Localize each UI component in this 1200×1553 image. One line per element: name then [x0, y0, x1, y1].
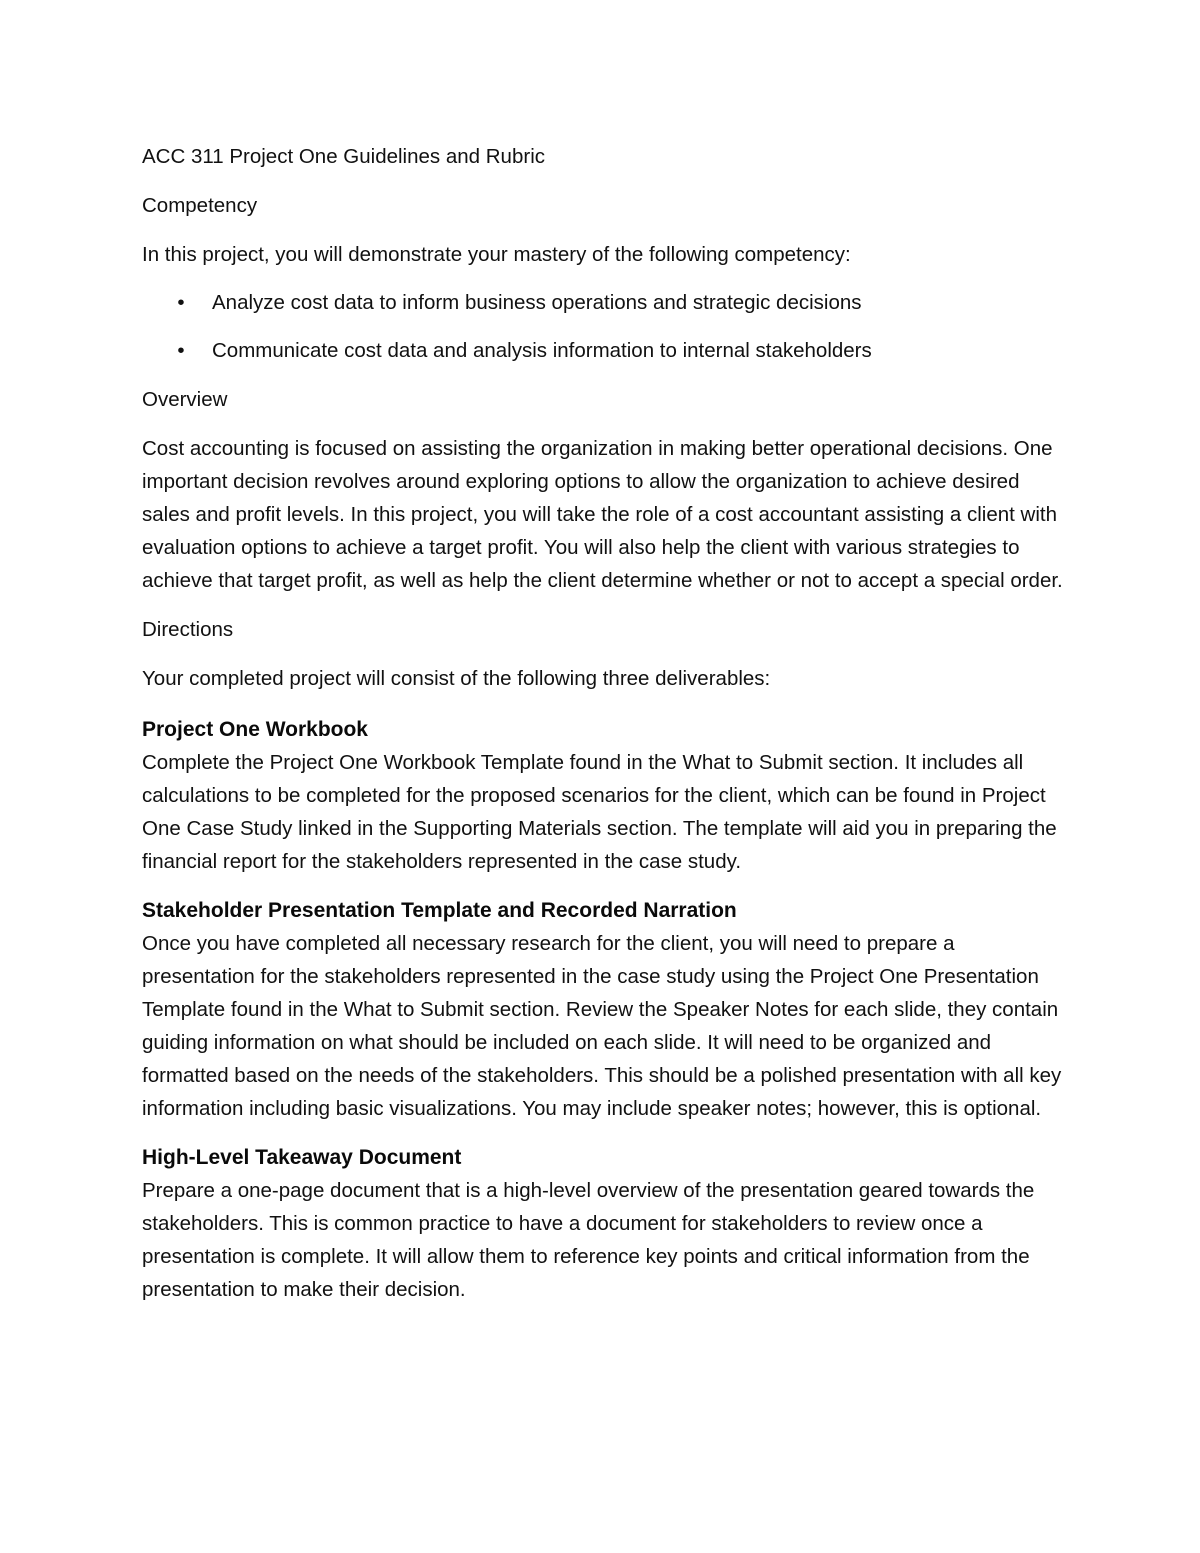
deliverable-heading: Stakeholder Presentation Template and Recorded Narration: [142, 899, 737, 922]
deliverable-section: [142, 713, 1072, 878]
deliverable-body: Once you have completed all necessary research for the client, you will need to prepare a presentation for the stakeholders represented in the case study using the Project One Presentation Template found in the What to Submit section. Review the Speaker Notes for each slide, they contain guiding information on what should be included on each slide. It will need to be organized and formatted based on the needs of the stakeholders. This should be a polished presentation with all key information including basic visualizations. You may include speaker notes; however, this is optional.: [142, 932, 1062, 1120]
list-item: [142, 334, 1072, 367]
list-item: [142, 286, 1072, 319]
document-page: [142, 140, 1072, 1322]
deliverable-body: Complete the Project One Workbook Template found in the What to Submit section. It includes all calculations to be completed for the proposed scenarios for the client, which can be found in Project One Case Study linked in the Supporting Materials section. The template will aid you in preparing the financial report for the stakeholders represented in the case study.: [142, 751, 1057, 873]
deliverable-heading: Project One Workbook: [142, 718, 368, 741]
competency-label: Competency: [142, 194, 258, 217]
bullet-icon: •: [177, 291, 185, 314]
directions-intro: Your completed project will consist of the following three deliverables:: [142, 667, 771, 690]
deliverable-section: [142, 1141, 1072, 1306]
deliverable-section: [142, 894, 1072, 1125]
bullet-icon: •: [177, 339, 185, 362]
competency-item-text: Analyze cost data to inform business operations and strategic decisions: [212, 291, 862, 314]
directions-label: Directions: [142, 618, 234, 641]
deliverable-body: Prepare a one-page document that is a high-level overview of the presentation geared towards the stakeholders. This is common practice to have a document for stakeholders to review once a presentation is complete. It will allow them to reference key points and critical information from the presentation to make their decision.: [142, 1179, 1035, 1301]
overview-paragraph: Cost accounting is focused on assisting the organization in making better operational decisions. One important decision revolves around exploring options to allow the organization to achieve desired sales and profit levels. In this project, you will take the role of a cost accountant assisting a client with evaluation options to achieve a target profit. You will also help the client with various strategies to achieve that target profit, as well as help the client determine whether or not to accept a special order.: [142, 437, 1063, 592]
overview-label: Overview: [142, 388, 228, 411]
competency-item-text: Communicate cost data and analysis information to internal stakeholders: [212, 339, 872, 362]
competency-list: [142, 286, 1072, 367]
competency-intro: In this project, you will demonstrate your mastery of the following competency:: [142, 243, 851, 266]
deliverable-heading: High-Level Takeaway Document: [142, 1146, 462, 1169]
document-title: ACC 311 Project One Guidelines and Rubric: [142, 145, 545, 168]
